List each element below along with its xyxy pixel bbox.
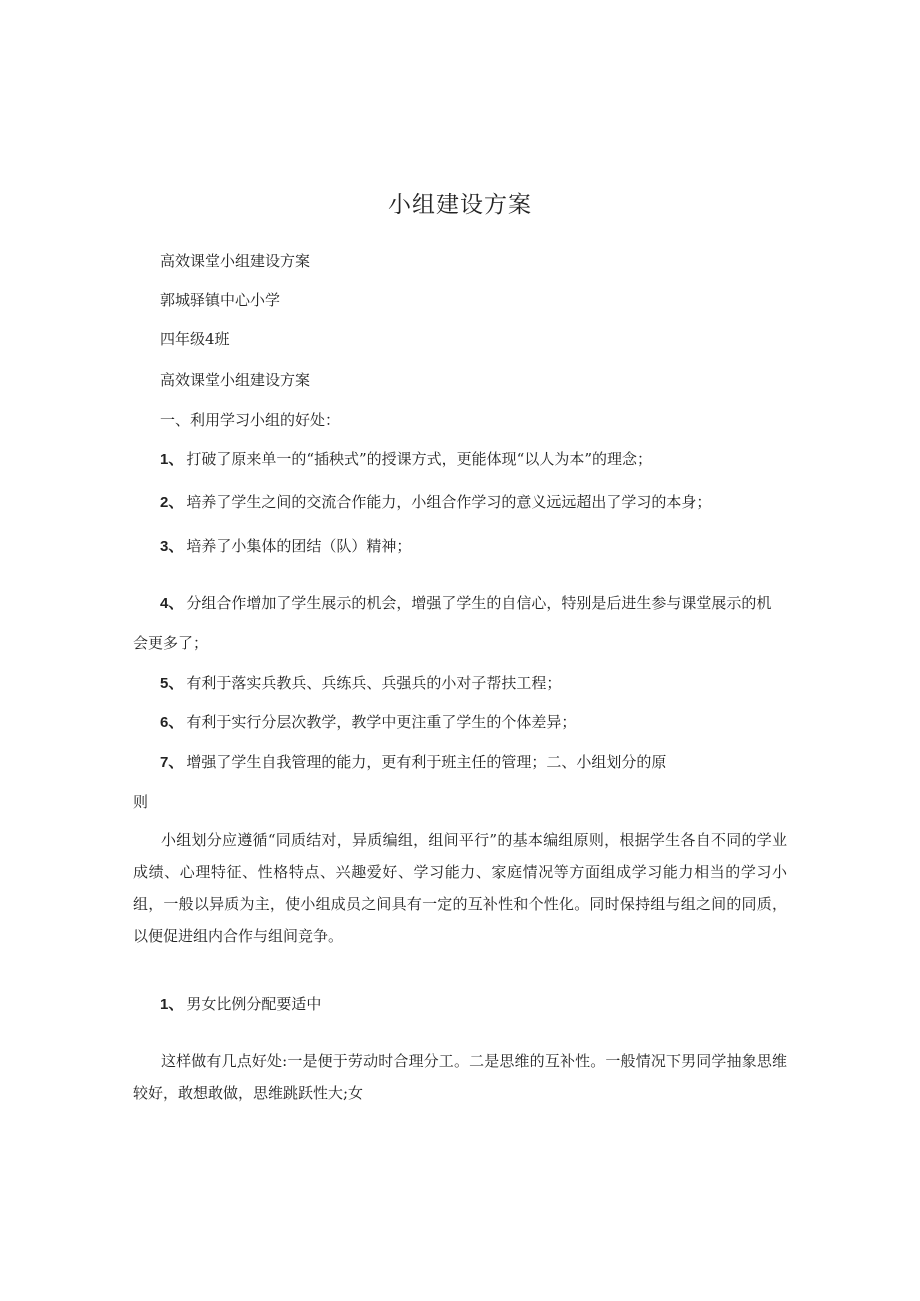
benefit-text: 培养了小集体的团结（队）精神；: [186, 537, 412, 555]
benefit-item-2: [160, 491, 711, 514]
benefit-item-7-continuation: 则: [133, 793, 149, 811]
benefit-number: 2、: [160, 494, 184, 511]
header-line-2: 高效课堂小组建设方案: [160, 371, 311, 389]
header-line-1: 高效课堂小组建设方案: [160, 252, 311, 270]
benefit-item-5: [160, 672, 561, 695]
benefit-number: 1、: [160, 451, 184, 468]
subheading-text: 男女比例分配要适中: [186, 995, 322, 1013]
benefit-text: 有利于实行分层次教学，教学中更注重了学生的个体差异；: [186, 713, 577, 731]
benefit-number: 5、: [160, 675, 184, 692]
school-name: 郭城驿镇中心小学: [160, 291, 281, 309]
benefit-item-3: [160, 535, 411, 558]
benefit-item-4: [160, 592, 771, 615]
benefit-text: 打破了原来单一的“插秧式”的授课方式，更能体现“以人为本”的理念；: [186, 450, 653, 468]
benefit-number: 3、: [160, 538, 184, 555]
benefit-item-1: [160, 448, 652, 471]
section1-heading: 一、利用学习小组的好处：: [160, 411, 341, 429]
benefit-item-7: [160, 751, 666, 774]
document-title: 小组建设方案: [388, 192, 532, 218]
principle-paragraph: 小组划分应遵循“同质结对，异质编组，组间平行”的基本编组原则，根据学生各自不同的学业成绩、心理特征、性格特点、兴趣爱好、学习能力、家庭情况等方面组成学习能力相当的学习小组，一般以异质为主，使小组成员之间具有一定的互补性和个性化。同时保持组与组之间的同质，以便促进组内合作与组间竞争。: [133, 831, 787, 945]
subheading-gender-ratio: [160, 993, 321, 1016]
benefit-number: 6、: [160, 714, 184, 731]
benefit-number: 7、: [160, 754, 184, 771]
benefit-text: 有利于落实兵教兵、兵练兵、兵强兵的小对子帮扶工程；: [186, 674, 562, 692]
final-paragraph: 这样做有几点好处:一是便于劳动时合理分工。二是思维的互补性。一般情况下男同学抽象思维较好，敢想敢做，思维跳跃性大;女: [133, 1052, 787, 1102]
subheading-number: 1、: [160, 996, 184, 1013]
benefit-text: 分组合作增加了学生展示的机会，增强了学生的自信心，特别是后进生参与课堂展示的机: [186, 594, 772, 612]
benefit-item-4-continuation: 会更多了；: [133, 634, 209, 652]
benefit-text: 培养了学生之间的交流合作能力，小组合作学习的意义远远超出了学习的本身；: [186, 493, 712, 511]
class-name: 四年级4班: [160, 330, 230, 348]
benefit-number: 4、: [160, 595, 184, 612]
benefit-item-6: [160, 711, 576, 734]
benefit-text: 增强了学生自我管理的能力，更有利于班主任的管理；二、小组划分的原: [186, 753, 667, 771]
